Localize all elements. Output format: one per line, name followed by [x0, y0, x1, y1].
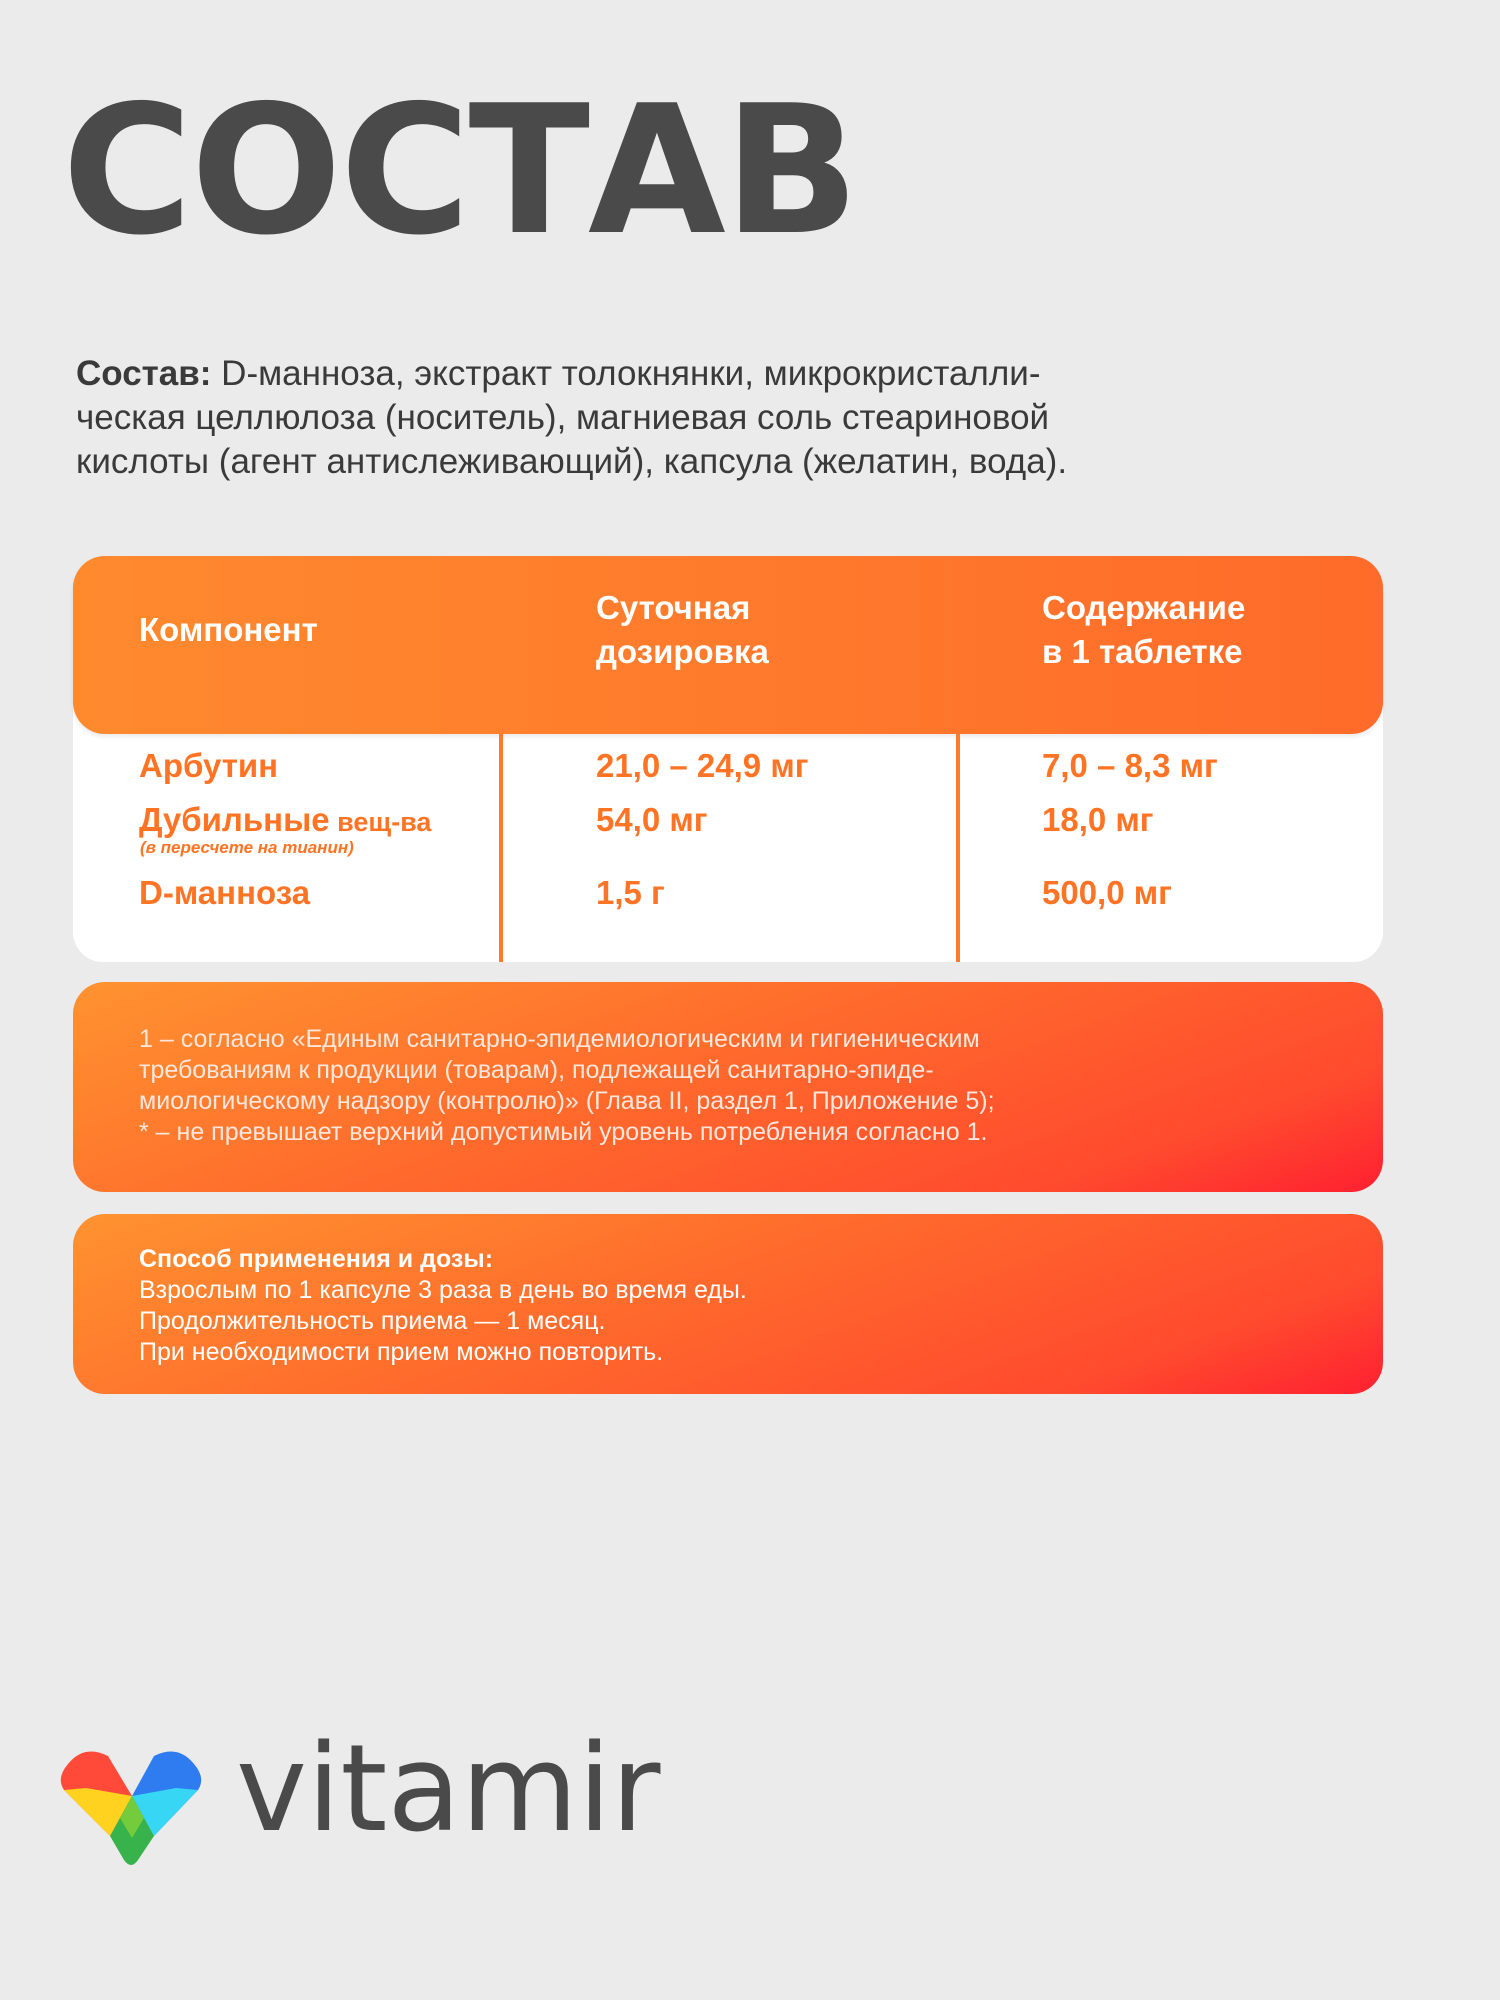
usage-line: При необходимости прием можно повторить.: [139, 1338, 664, 1366]
composition-line-3: кислоты (агент антислеживающий), капсула (желатин, вода).: [76, 442, 1068, 481]
composition-label: Состав:: [76, 354, 212, 393]
header-daily-line-1: Суточная: [596, 589, 751, 626]
row-tannins-name-main: Дубильные: [139, 801, 330, 838]
header-daily-line-2: дозировка: [596, 633, 769, 670]
header-content-line-1: Содержание: [1042, 589, 1246, 626]
footnote-text: [139, 1024, 995, 1148]
row-mannose-daily: 1,5 г: [596, 874, 665, 911]
composition-line-1: D-манноза, экстракт толокнянки, микрокристалли-: [211, 354, 1041, 393]
v-heart-logo-icon: [58, 1742, 204, 1874]
table-column-divider: [499, 734, 503, 962]
header-content-per-tablet: [1042, 586, 1245, 674]
table-column-divider: [956, 734, 960, 962]
footnote-line: * – не превышает верхний допустимый уровень потребления согласно 1.: [139, 1118, 988, 1146]
header-content-line-2: в 1 таблетке: [1042, 633, 1243, 670]
row-tannins-content: 18,0 мг: [1042, 801, 1154, 838]
row-arbutin-name: Арбутин: [139, 747, 279, 784]
usage-line: Взрослым по 1 капсуле 3 раза в день во время еды.: [139, 1276, 747, 1304]
footnote-line: миологическому надзору (контролю)» (Глава II, раздел 1, Приложение 5);: [139, 1087, 995, 1115]
composition-text: [76, 352, 1376, 484]
header-component: Компонент: [139, 611, 318, 648]
usage-box: [73, 1214, 1383, 1394]
composition-line-2: ческая целлюлоза (носитель), магниевая соль стеариновой: [76, 398, 1050, 437]
brand-name: vitamir: [236, 1720, 661, 1859]
footnote-line: требованиям к продукции (товарам), подлежащей санитарно-эпиде-: [139, 1056, 934, 1084]
usage-heading: Способ применения и дозы:: [139, 1245, 494, 1273]
row-tannins-name: [139, 800, 431, 842]
row-arbutin-daily: 21,0 – 24,9 мг: [596, 747, 809, 784]
row-arbutin-content: 7,0 – 8,3 мг: [1042, 747, 1218, 784]
row-mannose-name: D-манноза: [139, 874, 311, 911]
footnote-box: [73, 982, 1383, 1192]
usage-text: [139, 1244, 747, 1368]
row-mannose-content: 500,0 мг: [1042, 874, 1172, 911]
row-tannins-name-suffix: вещ-ва: [329, 807, 432, 837]
row-tannins-note: (в пересчете на тианин): [140, 838, 354, 857]
page-title: СОСТАВ: [62, 67, 858, 274]
dosage-table-header: [73, 556, 1383, 734]
header-daily-dosage: [596, 586, 769, 674]
row-tannins-daily: 54,0 мг: [596, 801, 708, 838]
usage-line: Продолжительность приема — 1 месяц.: [139, 1307, 606, 1335]
footnote-line: 1 – согласно «Единым санитарно-эпидемиологическим и гигиеническим: [139, 1025, 980, 1053]
